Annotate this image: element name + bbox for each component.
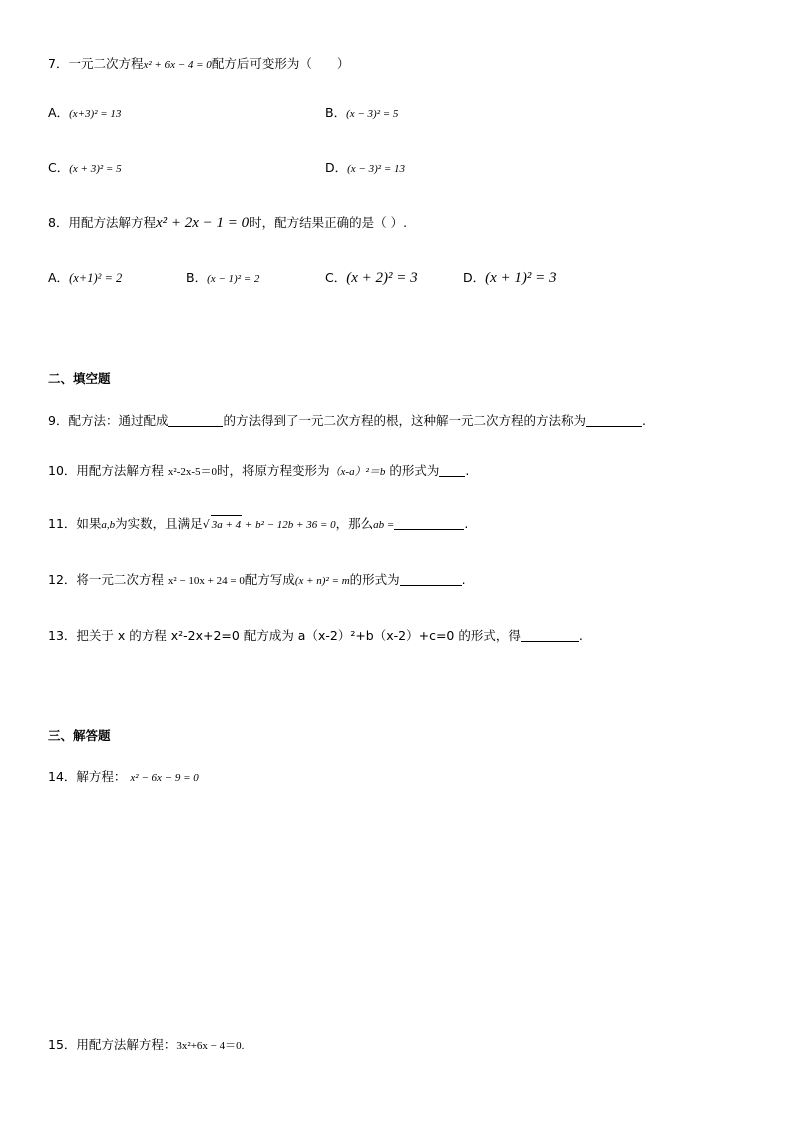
answer-blank[interactable] xyxy=(439,464,465,477)
equation: x² − 10x + 24 = 0 xyxy=(167,575,245,587)
section-title: 三、解答题 xyxy=(48,728,111,743)
equation: x² + 6x − 4 = 0 xyxy=(143,59,212,71)
question-10: 10．用配方法解方程 x²-2x-5＝0时，将原方程变形为（x-a）²＝b 的形式为 . xyxy=(48,463,470,478)
answer-blank[interactable] xyxy=(521,629,579,642)
form: (x + n)² = m xyxy=(294,575,350,587)
equation: 3x²+6x − 4＝0. xyxy=(176,1040,245,1052)
question-8 xyxy=(48,214,407,232)
question-14: 14．解方程： x² − 6x − 9 = 0 xyxy=(48,769,199,784)
question-text: 一元二次方程 xyxy=(68,56,144,71)
answer-blank[interactable] xyxy=(394,517,464,530)
option-d: D．(x + 1)² = 3 xyxy=(463,270,557,286)
question-12: 12．将一元二次方程 x² − 10x + 24 = 0配方写成(x + n)² = m的形式为 . xyxy=(48,572,466,587)
question-text: 用配方法解方程 xyxy=(68,215,156,230)
section-title: 二、填空题 xyxy=(48,371,111,386)
answer-blank[interactable] xyxy=(400,573,462,586)
option-d: D．(x − 3)² = 13 xyxy=(325,160,405,175)
form: （x-a）²＝b xyxy=(329,466,386,478)
radicand: 3a + 4 xyxy=(211,515,242,534)
option-a: A．(x+1)² = 2 xyxy=(48,270,123,285)
question-13: 13．把关于 x 的方程 x²-2x+2=0 配方成为 a（x-2）²+b（x-2）+c=0 的形式，得 . xyxy=(48,628,583,643)
question-7 xyxy=(48,55,349,74)
equation: x² − 6x − 9 = 0 xyxy=(130,772,199,784)
question-9: 9．配方法：通过配成 的方法得到了一元二次方程的根，这种解一元二次方程的方法称为 . xyxy=(48,413,646,428)
question-15: 15．用配方法解方程：3x²+6x − 4＝0. xyxy=(48,1037,245,1052)
option-b: B．(x − 1)² = 2 xyxy=(186,270,260,285)
option-a: A．(x+3)² = 13 xyxy=(48,105,122,120)
equation: √ 3a + 4 + b² − 12b + 36 = 0 xyxy=(203,519,336,531)
question-text: 时，配方结果正确的是（ ）. xyxy=(249,215,408,230)
question-number: 8． xyxy=(48,215,69,230)
question-number: 7． xyxy=(48,56,69,71)
option-c: C．(x + 2)² = 3 xyxy=(325,270,418,286)
option-b: B．(x − 3)² = 5 xyxy=(325,105,399,120)
answer-blank[interactable] xyxy=(168,414,223,427)
option-c: C．(x + 3)² = 5 xyxy=(48,160,122,175)
question-11: 11．如果a,b为实数，且满足√ 3a + 4 + b² − 12b + 36 = 0，那么ab = . xyxy=(48,515,468,534)
answer-blank[interactable] xyxy=(586,414,642,427)
equation: x² + 2x − 1 = 0 xyxy=(155,215,250,231)
question-text: 配方后可变形为（ ） xyxy=(211,56,350,71)
equation: x²-2x-5＝0 xyxy=(167,466,218,478)
